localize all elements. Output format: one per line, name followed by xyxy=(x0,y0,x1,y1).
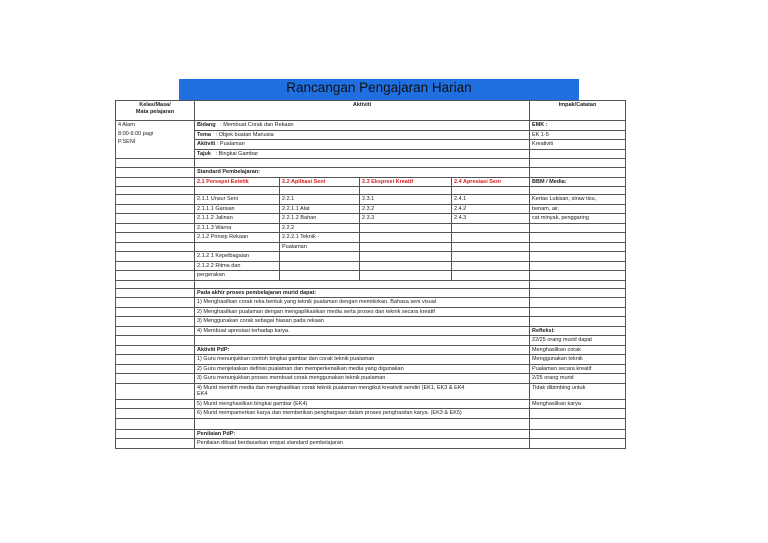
pdp-item: 2) Guru menjelaskan definisi pualaman dan memperkenalkan media yang digunakan xyxy=(195,364,530,374)
table-row xyxy=(116,355,626,365)
pdp-item: 4) Murid memilih media dan menghasilkan corak teknik pualaman mengikut kreativiti sendiri (EK1, EK3 & EK4 EK4 xyxy=(195,383,530,399)
table-row xyxy=(116,317,626,327)
spacer-row xyxy=(116,418,626,429)
sp-header: 2.2 Aplikasi Seni xyxy=(280,177,360,187)
table-row xyxy=(116,121,626,131)
table-row: pergerakan xyxy=(116,271,626,281)
pdp-item: 1) Guru menunjukkan contoh bingkai gambar dan corak teknik pualaman xyxy=(195,355,530,365)
table-row: 2.1.1 Unsur Seni 2.2.1 2.3.1 2.4.1 Kertas Lukisan, straw tisu, xyxy=(116,195,626,205)
table-row: 2.1.1.1 Garisan 2.2.1.1 Alat 2.3.2 2.4.2 benam, air, xyxy=(116,204,626,214)
penilaian-label: Penilaian PdP: xyxy=(195,429,530,439)
spacer-row xyxy=(116,187,626,195)
objektif-item: 4) Membuat apresiasi terhadap karya. xyxy=(195,326,530,336)
refleksi-line: Menggunakan teknik xyxy=(530,355,626,365)
table-row xyxy=(116,345,626,355)
pdp-label: Aktiviti PdP: xyxy=(195,345,530,355)
table-row xyxy=(116,288,626,298)
table-row xyxy=(116,409,626,419)
rph-table xyxy=(115,100,626,449)
pdp-item: 6) Murid mempamerkan karya dan memberikan penghargaan dalam proses penghasilan karya. (EK3 & EK5) xyxy=(195,409,530,419)
bbm-label: BBM / Media: xyxy=(530,177,626,187)
title-bar xyxy=(179,79,579,100)
header-row xyxy=(116,101,626,121)
table-row xyxy=(116,168,626,178)
table-row xyxy=(116,439,626,449)
kreativiti-cell: Kreativiti xyxy=(530,140,626,150)
table-row xyxy=(116,364,626,374)
refleksi-line: Pualaman secara kreatif xyxy=(530,364,626,374)
tajuk-cell: Tajuk : Bingkai Gambar xyxy=(195,149,530,159)
table-row xyxy=(116,374,626,384)
table-row: Pualaman xyxy=(116,242,626,252)
table-row xyxy=(116,298,626,308)
table-row: 2.1.1.3 Warna 2.2.2 xyxy=(116,223,626,233)
sp-header: 2.1 Persepsi Estetik xyxy=(195,177,280,187)
sp-header: 2.3 Ekspresi Kreatif xyxy=(360,177,452,187)
objektif-item: 1) Menghasilkan corak reka bentuk yang teknik pualaman dengan memikirkan. Bahasa seni visual xyxy=(195,298,530,308)
kelas-header: Kelas/Masa/ Mata pelajaran xyxy=(116,101,195,121)
pdp-item: 5) Murid menghasilkan bingkai gambar (EK4) xyxy=(195,399,530,409)
table-row: 2.1.1.2 Jalinan 2.2.1.2 Bahan 2.3.3 2.4.3 cat minyak, penggaring xyxy=(116,214,626,224)
table-row: 2.1.2.2 Ritma dan xyxy=(116,261,626,271)
table-row: 2.1.2.1 Kepelbagaian xyxy=(116,252,626,262)
table-row xyxy=(116,429,626,439)
refleksi-line: Menghasilkan corak xyxy=(530,345,626,355)
page-title: Rancangan Pengajaran Harian xyxy=(286,80,472,95)
aktiviti-header: Aktiviti xyxy=(195,101,530,121)
impak-header: Impak/Catatan xyxy=(530,101,626,121)
table-row xyxy=(116,399,626,409)
tema-cell: Tema : Objek buatan Manusia xyxy=(195,130,530,140)
spacer-row xyxy=(116,280,626,288)
objektif-item: 2) Menghasilkan pualaman dengan mengaplikasikan media serta proses dan teknik secara kreatif xyxy=(195,307,530,317)
refleksi-line: Menghasilkan karya xyxy=(530,399,626,409)
pdp-item: 3) Guru menunjukkan proses membuat corak menggunakan teknik pualaman xyxy=(195,374,530,384)
table-row: 2.1.2 Prinsip Rekaan 2.2.2.1 Teknik - xyxy=(116,233,626,243)
bidang-cell: Bidang : Membuat Corak dan Rekaan xyxy=(195,121,530,131)
table-row xyxy=(116,326,626,336)
sp-header-row xyxy=(116,177,626,187)
spacer-row xyxy=(116,159,626,168)
table-row xyxy=(116,383,626,399)
objektif-label: Pada akhir proses pembelajaran murid dapat: xyxy=(195,288,530,298)
table-row xyxy=(116,307,626,317)
table-row xyxy=(116,336,626,346)
refleksi-label: Refleksi: xyxy=(530,326,626,336)
aktiviti-cell: Aktiviti : Pualaman xyxy=(195,140,530,150)
refleksi-line: 2/25 orang murid xyxy=(530,374,626,384)
objektif-item: 3) Menggunakan corak sebagai hiasan pada rekaan xyxy=(195,317,530,327)
sp-header: 2.4 Apresiasi Seni xyxy=(452,177,530,187)
emk-cell: EMK : xyxy=(530,121,626,131)
ek-cell: EK 1-5 xyxy=(530,130,626,140)
refleksi-line: 22/25 orang murid dapat xyxy=(530,336,626,346)
standard-label: Standard Pembelajaran: xyxy=(195,168,530,178)
penilaian-text: Penilaian dibuat berdasarkan empat standard pembelajaran xyxy=(195,439,530,449)
kelas-info: 4 Alam 8:00-9.00 pagi P.SENI xyxy=(116,121,195,159)
refleksi-line: Tidak dibimbing untuk xyxy=(530,383,626,399)
